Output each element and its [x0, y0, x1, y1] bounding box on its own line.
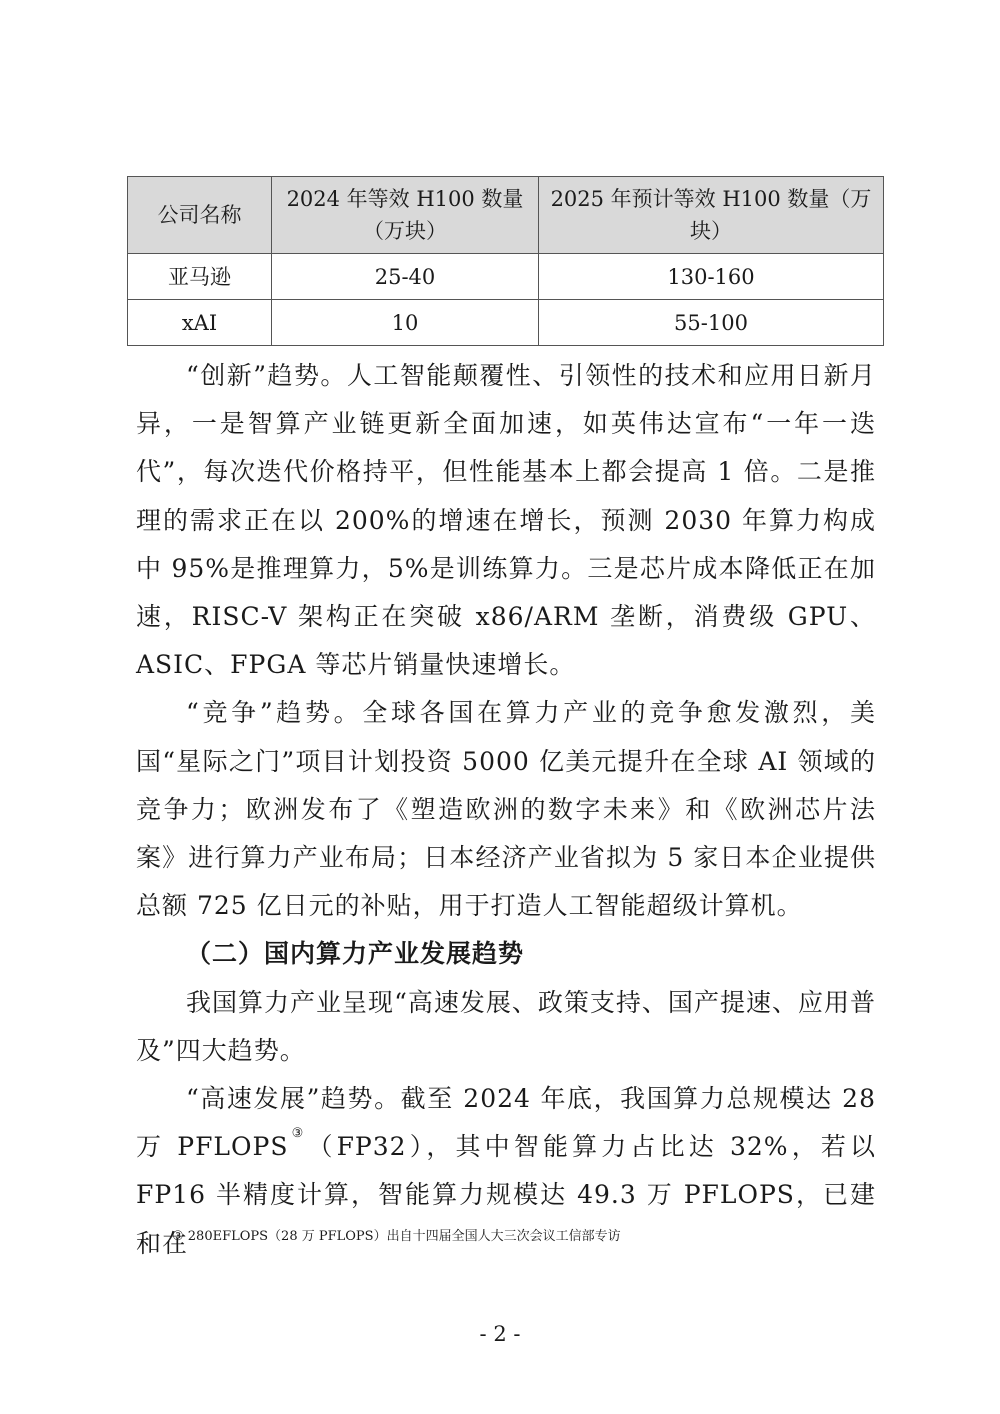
- cell-2025: 55-100: [539, 300, 884, 346]
- cell-company: 亚马逊: [128, 254, 272, 300]
- table-header-row: [128, 177, 884, 254]
- paragraph-innovation: “创新”趋势。人工智能颠覆性、引领性的技术和应用日新月异，一是智算产业链更新全面加速，如英伟达宣布“一年一迭代”，每次迭代价格持平，但性能基本上都会提高 1 倍。二是推理的需求正在以 200%的增速在增长，预测 2030 年算力构成中 95%是推理算力，5%是训练算力。三是芯片成本降低正在加速，RISC-V 架构正在突破 x86/ARM 垄断，消费级 GPU、ASIC、FPGA 等芯片销量快速增长。: [136, 361, 876, 680]
- paragraph-text-part: “高速发展”趋势。截至 2024 年底，我国算力总规模达 28 万 PFLOPS: [136, 1084, 876, 1162]
- paragraph-domestic-trends: 我国算力产业呈现“高速发展、政策支持、国产提速、应用普及”四大趋势。: [136, 987, 876, 1065]
- cell-2024: 25-40: [272, 254, 539, 300]
- h100-table: [127, 176, 884, 346]
- header-company: 公司名称: [128, 177, 272, 254]
- header-2025: 2025 年预计等效 H100 数量（万块）: [539, 177, 884, 254]
- table-row: [128, 254, 884, 300]
- cell-company: xAI: [128, 300, 272, 346]
- footnote-reference[interactable]: ③: [288, 1126, 308, 1142]
- section-heading: （二）国内算力产业发展趋势: [186, 939, 525, 969]
- header-2024: 2024 年等效 H100 数量（万块）: [272, 177, 539, 254]
- paragraph-competition: “竞争”趋势。全球各国在算力产业的竞争愈发激烈，美国“星际之门”项目计划投资 5000 亿美元提升在全球 AI 领域的竞争力；欧洲发布了《塑造欧洲的数字未来》和《欧洲芯片法案》进行算力产业布局；日本经济产业省拟为 5 家日本企业提供总额 725 亿日元的补贴，用于打造人工智能超级计算机。: [136, 698, 876, 921]
- body-text: [136, 352, 876, 1268]
- cell-2025: 130-160: [539, 254, 884, 300]
- page-number: - 2 -: [479, 1322, 521, 1346]
- cell-2024: 10: [272, 300, 539, 346]
- table-row: [128, 300, 884, 346]
- paragraph-text-part: （FP32），其中智能算力占比达 32%，若以 FP16 半精度计算，智能算力规模达 49.3 万 PFLOPS，已建和在: [136, 1132, 876, 1258]
- footnote: ③ 280EFLOPS（28 万 PFLOPS）出自十四届全国人大三次会议工信部专访: [172, 1229, 621, 1244]
